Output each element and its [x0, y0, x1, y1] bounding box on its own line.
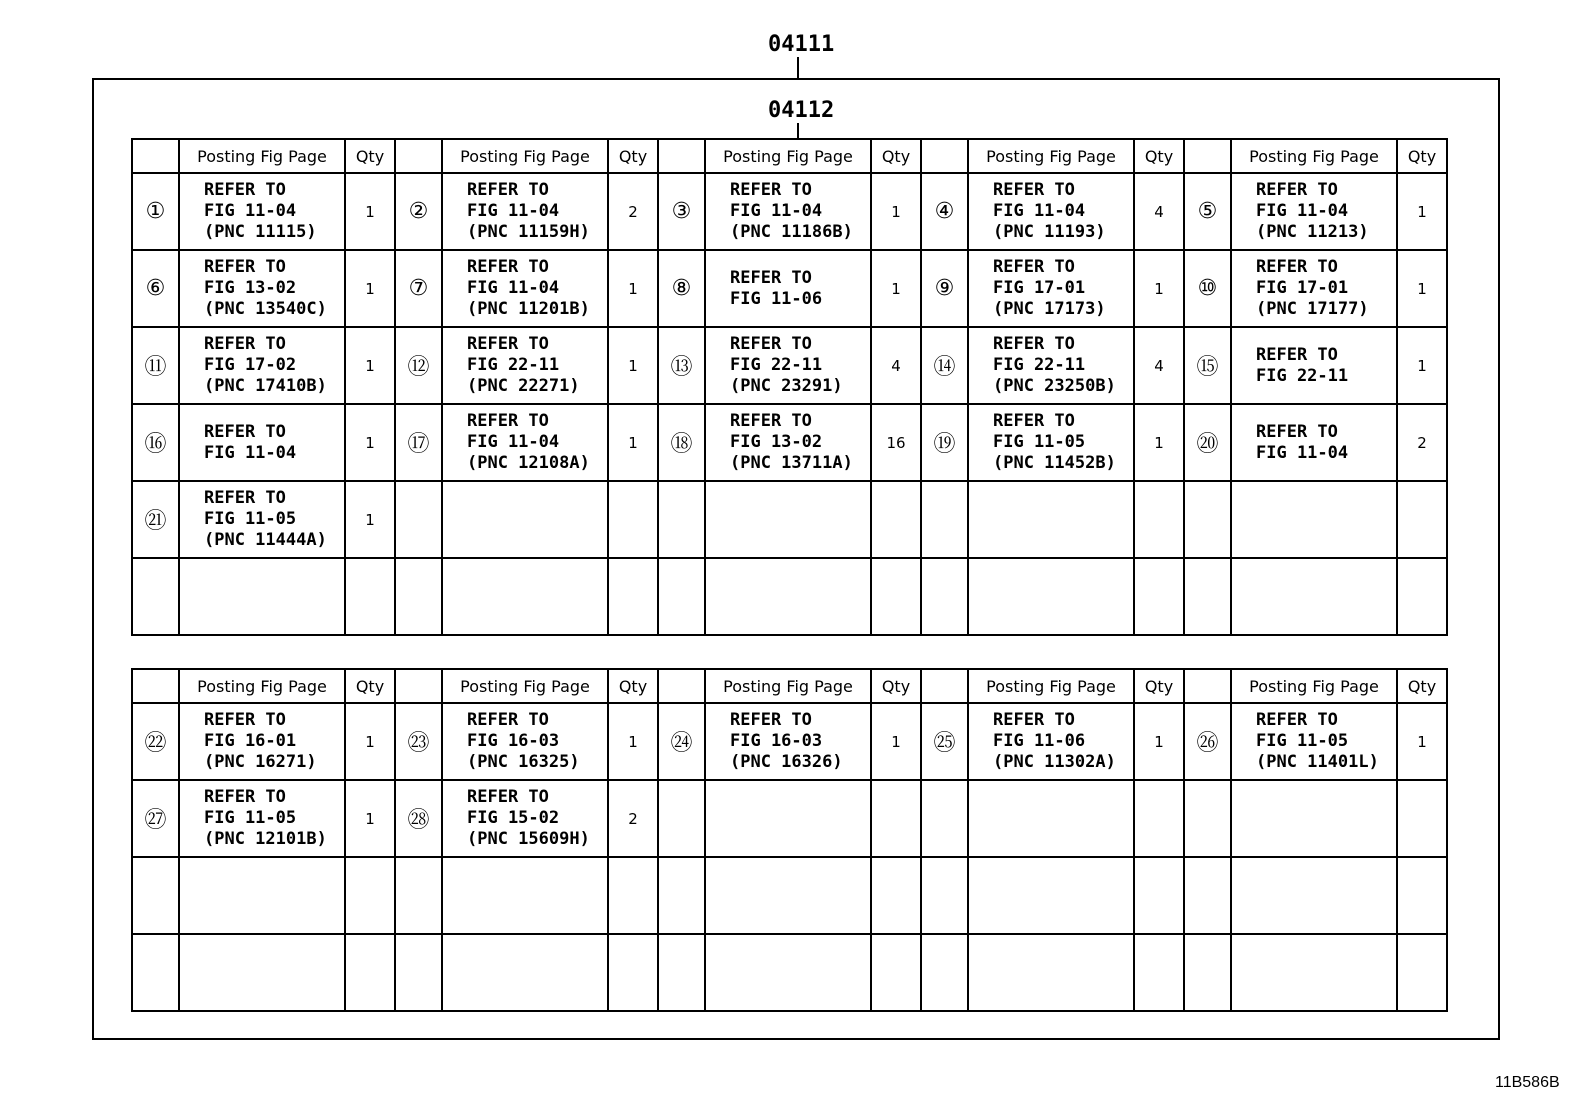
reference-cell: [442, 173, 608, 250]
header-posting-fig-page: Posting Fig Page: [179, 669, 345, 703]
reference-line: FIG 16-03: [467, 731, 560, 751]
reference-line: FIG 11-04: [993, 201, 1086, 221]
reference-line: REFER TO: [730, 267, 812, 288]
callout-number: [921, 780, 968, 857]
table-row: [132, 327, 1447, 404]
callout-number: ⑭: [921, 327, 968, 404]
reference-cell: [179, 404, 345, 481]
callout-number: [658, 481, 705, 558]
reference-cell: [1231, 703, 1397, 780]
quantity-cell: 2: [608, 780, 658, 857]
header-posting-fig-page: Posting Fig Page: [968, 669, 1134, 703]
reference-line: (PNC 22271): [467, 376, 580, 396]
reference-cell: [179, 857, 345, 934]
callout-number: [132, 857, 179, 934]
assembly-code-outer: 04111: [768, 32, 835, 57]
callout-number: ⑮: [1184, 327, 1231, 404]
quantity-cell: [871, 857, 921, 934]
quantity-cell: [1134, 481, 1184, 558]
reference-line: REFER TO: [1256, 344, 1338, 365]
reference-line: FIG 16-03: [730, 731, 823, 751]
reference-line: (PNC 11452B): [993, 453, 1116, 473]
reference-cell: [705, 481, 871, 558]
quantity-cell: 1: [1397, 173, 1447, 250]
reference-line: FIG 11-05: [204, 509, 297, 529]
reference-line: REFER TO: [993, 710, 1075, 730]
callout-number: [1184, 558, 1231, 635]
reference-line: FIG 22-11: [1256, 365, 1349, 386]
reference-cell: [1231, 173, 1397, 250]
reference-cell: [705, 250, 871, 327]
quantity-cell: 1: [1397, 250, 1447, 327]
reference-cell: [705, 558, 871, 635]
quantity-cell: 1: [1134, 250, 1184, 327]
callout-number: ⑪: [132, 327, 179, 404]
callout-number: ㉔: [658, 703, 705, 780]
header-number-cell: [132, 669, 179, 703]
callout-number: ㉑: [132, 481, 179, 558]
header-number-cell: [658, 669, 705, 703]
callout-number: [132, 934, 179, 1011]
reference-line: REFER TO: [730, 710, 812, 730]
callout-number: ㉗: [132, 780, 179, 857]
quantity-cell: [608, 481, 658, 558]
table-row: [132, 173, 1447, 250]
quantity-cell: [1397, 934, 1447, 1011]
callout-number: [1184, 481, 1231, 558]
reference-cell: [705, 327, 871, 404]
reference-line: (PNC 11115): [204, 222, 317, 242]
reference-line: (PNC 23291): [730, 376, 843, 396]
reference-cell: [442, 250, 608, 327]
header-qty: Qty: [871, 139, 921, 173]
reference-cell: [442, 857, 608, 934]
reference-cell: [705, 857, 871, 934]
reference-line: FIG 11-04: [1256, 442, 1349, 463]
header-number-cell: [658, 139, 705, 173]
header-number-cell: [1184, 139, 1231, 173]
quantity-cell: 4: [871, 327, 921, 404]
callout-number: ⑩: [1184, 250, 1231, 327]
callout-number: ④: [921, 173, 968, 250]
quantity-cell: [608, 558, 658, 635]
reference-cell: [1231, 857, 1397, 934]
reference-line: (PNC 13540C): [204, 299, 327, 319]
reference-line: REFER TO: [467, 257, 549, 277]
reference-line: FIG 11-04: [467, 432, 560, 452]
reference-line: REFER TO: [467, 411, 549, 431]
reference-line: FIG 22-11: [993, 355, 1086, 375]
reference-line: FIG 13-02: [204, 278, 297, 298]
reference-cell: [705, 173, 871, 250]
reference-line: (PNC 12108A): [467, 453, 590, 473]
reference-line: FIG 17-01: [1256, 278, 1349, 298]
reference-cell: [442, 780, 608, 857]
reference-line: REFER TO: [1256, 421, 1338, 442]
header-qty: Qty: [608, 669, 658, 703]
reference-cell: [179, 250, 345, 327]
reference-cell: [442, 327, 608, 404]
reference-line: REFER TO: [467, 180, 549, 200]
reference-line: REFER TO: [993, 180, 1075, 200]
reference-cell: [968, 173, 1134, 250]
reference-line: FIG 22-11: [467, 355, 560, 375]
header-qty: Qty: [1134, 669, 1184, 703]
quantity-cell: [1134, 780, 1184, 857]
reference-cell: [1231, 250, 1397, 327]
reference-line: (PNC 11186B): [730, 222, 853, 242]
callout-number: ③: [658, 173, 705, 250]
quantity-cell: [1397, 558, 1447, 635]
quantity-cell: [345, 934, 395, 1011]
reference-cell: [968, 934, 1134, 1011]
reference-cell: [179, 780, 345, 857]
reference-cell: [705, 780, 871, 857]
parts-reference-table-1: [131, 138, 1448, 636]
reference-cell: [705, 404, 871, 481]
reference-cell: [442, 481, 608, 558]
reference-cell: [968, 558, 1134, 635]
reference-cell: [179, 703, 345, 780]
reference-line: REFER TO: [730, 411, 812, 431]
quantity-cell: 1: [871, 250, 921, 327]
quantity-cell: 1: [1134, 404, 1184, 481]
quantity-cell: 1: [608, 327, 658, 404]
reference-line: FIG 11-05: [204, 808, 297, 828]
reference-line: (PNC 11401L): [1256, 752, 1379, 772]
callout-number: ㉘: [395, 780, 442, 857]
reference-cell: [968, 250, 1134, 327]
reference-cell: [968, 404, 1134, 481]
reference-line: REFER TO: [467, 334, 549, 354]
callout-number: ⑰: [395, 404, 442, 481]
quantity-cell: [1134, 857, 1184, 934]
callout-number: ⑬: [658, 327, 705, 404]
callout-number: ⑦: [395, 250, 442, 327]
callout-number: ⑱: [658, 404, 705, 481]
quantity-cell: [871, 780, 921, 857]
callout-number: [1184, 857, 1231, 934]
reference-cell: [705, 934, 871, 1011]
table-row: [132, 558, 1447, 635]
reference-cell: [968, 703, 1134, 780]
reference-line: REFER TO: [730, 334, 812, 354]
reference-line: (PNC 16325): [467, 752, 580, 772]
header-qty: Qty: [1397, 669, 1447, 703]
quantity-cell: 1: [345, 703, 395, 780]
quantity-cell: [1397, 481, 1447, 558]
header-number-cell: [1184, 669, 1231, 703]
reference-line: FIG 11-04: [730, 201, 823, 221]
table-row: [132, 703, 1447, 780]
header-posting-fig-page: Posting Fig Page: [179, 139, 345, 173]
table-row: [132, 934, 1447, 1011]
callout-number: ⑥: [132, 250, 179, 327]
reference-line: REFER TO: [1256, 710, 1338, 730]
table-row: [132, 250, 1447, 327]
callout-number: [921, 558, 968, 635]
reference-line: FIG 11-05: [993, 432, 1086, 452]
header-qty: Qty: [871, 669, 921, 703]
reference-cell: [1231, 404, 1397, 481]
reference-line: REFER TO: [993, 411, 1075, 431]
callout-number: [658, 934, 705, 1011]
leader-line-inner: [797, 123, 799, 138]
quantity-cell: [871, 934, 921, 1011]
quantity-cell: 1: [1134, 703, 1184, 780]
header-qty: Qty: [1397, 139, 1447, 173]
parts-reference-table-2: [131, 668, 1448, 1012]
header-posting-fig-page: Posting Fig Page: [1231, 139, 1397, 173]
quantity-cell: [345, 857, 395, 934]
reference-cell: [179, 173, 345, 250]
reference-line: FIG 11-06: [730, 288, 823, 309]
reference-cell: [442, 934, 608, 1011]
reference-line: FIG 17-02: [204, 355, 297, 375]
callout-number: ㉖: [1184, 703, 1231, 780]
callout-number: ⑯: [132, 404, 179, 481]
callout-number: [658, 780, 705, 857]
callout-number: [658, 857, 705, 934]
callout-number: ㉕: [921, 703, 968, 780]
quantity-cell: [1397, 780, 1447, 857]
quantity-cell: [1134, 934, 1184, 1011]
reference-line: (PNC 16271): [204, 752, 317, 772]
header-posting-fig-page: Posting Fig Page: [442, 669, 608, 703]
header-posting-fig-page: Posting Fig Page: [705, 669, 871, 703]
callout-number: ①: [132, 173, 179, 250]
quantity-cell: 2: [1397, 404, 1447, 481]
table-header-row: [132, 139, 1447, 173]
reference-line: REFER TO: [467, 787, 549, 807]
reference-line: REFER TO: [993, 334, 1075, 354]
quantity-cell: 1: [608, 703, 658, 780]
reference-line: (PNC 16326): [730, 752, 843, 772]
callout-number: ⑨: [921, 250, 968, 327]
reference-cell: [705, 703, 871, 780]
reference-cell: [179, 327, 345, 404]
quantity-cell: 1: [345, 327, 395, 404]
reference-line: (PNC 11444A): [204, 530, 327, 550]
reference-line: FIG 15-02: [467, 808, 560, 828]
reference-cell: [968, 481, 1134, 558]
assembly-code-inner: 04112: [768, 98, 835, 123]
callout-number: ㉓: [395, 703, 442, 780]
quantity-cell: [871, 558, 921, 635]
callout-number: [921, 857, 968, 934]
reference-line: (PNC 17177): [1256, 299, 1369, 319]
figure-code: 11B586B: [1495, 1074, 1560, 1091]
reference-cell: [442, 558, 608, 635]
callout-number: [395, 481, 442, 558]
callout-number: [395, 857, 442, 934]
callout-number: [1184, 780, 1231, 857]
quantity-cell: 1: [345, 173, 395, 250]
reference-line: FIG 11-05: [1256, 731, 1349, 751]
table-header-row: [132, 669, 1447, 703]
reference-line: REFER TO: [730, 180, 812, 200]
reference-line: FIG 13-02: [730, 432, 823, 452]
reference-cell: [179, 934, 345, 1011]
table-row: [132, 857, 1447, 934]
reference-cell: [968, 857, 1134, 934]
reference-line: REFER TO: [204, 257, 286, 277]
callout-number: [921, 934, 968, 1011]
header-number-cell: [395, 669, 442, 703]
quantity-cell: [345, 558, 395, 635]
quantity-cell: 2: [608, 173, 658, 250]
quantity-cell: [608, 934, 658, 1011]
table-row: [132, 780, 1447, 857]
reference-line: (PNC 11213): [1256, 222, 1369, 242]
reference-cell: [1231, 780, 1397, 857]
quantity-cell: [871, 481, 921, 558]
quantity-cell: 1: [871, 703, 921, 780]
reference-cell: [1231, 481, 1397, 558]
reference-line: FIG 11-04: [467, 201, 560, 221]
header-number-cell: [921, 139, 968, 173]
reference-line: FIG 11-04: [204, 201, 297, 221]
table-row: [132, 404, 1447, 481]
reference-line: (PNC 11302A): [993, 752, 1116, 772]
quantity-cell: 16: [871, 404, 921, 481]
reference-line: (PNC 15609H): [467, 829, 590, 849]
reference-line: FIG 22-11: [730, 355, 823, 375]
callout-number: ㉒: [132, 703, 179, 780]
header-posting-fig-page: Posting Fig Page: [1231, 669, 1397, 703]
reference-line: REFER TO: [467, 710, 549, 730]
reference-line: (PNC 13711A): [730, 453, 853, 473]
reference-cell: [442, 703, 608, 780]
header-posting-fig-page: Posting Fig Page: [705, 139, 871, 173]
reference-line: FIG 11-04: [204, 442, 297, 463]
reference-cell: [1231, 327, 1397, 404]
reference-line: FIG 11-06: [993, 731, 1086, 751]
reference-cell: [179, 481, 345, 558]
reference-line: REFER TO: [204, 488, 286, 508]
reference-line: REFER TO: [204, 180, 286, 200]
callout-number: ⑧: [658, 250, 705, 327]
header-qty: Qty: [1134, 139, 1184, 173]
quantity-cell: [1397, 857, 1447, 934]
header-number-cell: [132, 139, 179, 173]
leader-line-outer: [797, 57, 799, 78]
reference-line: (PNC 11201B): [467, 299, 590, 319]
callout-number: ⑫: [395, 327, 442, 404]
quantity-cell: 1: [608, 250, 658, 327]
callout-number: [1184, 934, 1231, 1011]
callout-number: [921, 481, 968, 558]
reference-line: FIG 16-01: [204, 731, 297, 751]
callout-number: ②: [395, 173, 442, 250]
header-posting-fig-page: Posting Fig Page: [442, 139, 608, 173]
reference-cell: [1231, 558, 1397, 635]
callout-number: ⑲: [921, 404, 968, 481]
callout-number: [395, 934, 442, 1011]
reference-line: (PNC 23250B): [993, 376, 1116, 396]
quantity-cell: 1: [608, 404, 658, 481]
quantity-cell: 4: [1134, 327, 1184, 404]
header-posting-fig-page: Posting Fig Page: [968, 139, 1134, 173]
quantity-cell: [608, 857, 658, 934]
header-number-cell: [921, 669, 968, 703]
quantity-cell: 1: [1397, 703, 1447, 780]
header-qty: Qty: [345, 669, 395, 703]
reference-cell: [968, 327, 1134, 404]
reference-cell: [1231, 934, 1397, 1011]
header-qty: Qty: [608, 139, 658, 173]
reference-line: REFER TO: [204, 710, 286, 730]
header-number-cell: [395, 139, 442, 173]
quantity-cell: 1: [1397, 327, 1447, 404]
reference-line: REFER TO: [204, 421, 286, 442]
callout-number: ⑳: [1184, 404, 1231, 481]
reference-line: (PNC 12101B): [204, 829, 327, 849]
quantity-cell: 1: [345, 481, 395, 558]
callout-number: [658, 558, 705, 635]
quantity-cell: 1: [345, 250, 395, 327]
reference-line: FIG 11-04: [1256, 201, 1349, 221]
reference-cell: [179, 558, 345, 635]
reference-line: FIG 11-04: [467, 278, 560, 298]
table-row: [132, 481, 1447, 558]
reference-line: (PNC 17410B): [204, 376, 327, 396]
callout-number: [395, 558, 442, 635]
quantity-cell: 1: [871, 173, 921, 250]
reference-line: REFER TO: [204, 787, 286, 807]
reference-line: REFER TO: [204, 334, 286, 354]
reference-line: REFER TO: [1256, 180, 1338, 200]
callout-number: ⑤: [1184, 173, 1231, 250]
reference-line: REFER TO: [1256, 257, 1338, 277]
callout-number: [132, 558, 179, 635]
quantity-cell: 1: [345, 780, 395, 857]
quantity-cell: 4: [1134, 173, 1184, 250]
reference-cell: [968, 780, 1134, 857]
reference-line: FIG 17-01: [993, 278, 1086, 298]
reference-line: REFER TO: [993, 257, 1075, 277]
quantity-cell: [1134, 558, 1184, 635]
quantity-cell: 1: [345, 404, 395, 481]
reference-cell: [442, 404, 608, 481]
reference-line: (PNC 11193): [993, 222, 1106, 242]
reference-line: (PNC 17173): [993, 299, 1106, 319]
header-qty: Qty: [345, 139, 395, 173]
reference-line: (PNC 11159H): [467, 222, 590, 242]
